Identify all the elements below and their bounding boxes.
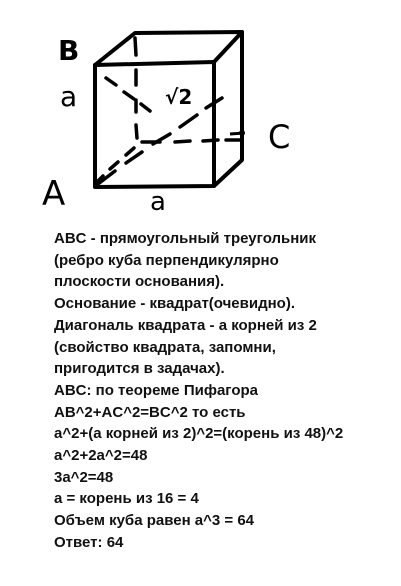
solution-line: a = корень из 16 = 4 xyxy=(54,490,199,508)
solution-line: AB^2+AC^2=BC^2 то есть xyxy=(54,403,246,421)
solution-line: (ребро куба перпендикулярно xyxy=(54,251,279,269)
space-diagonal-dashed xyxy=(106,78,150,111)
solution-line: пригодится в задачах). xyxy=(54,360,225,378)
cube-top-face xyxy=(95,32,242,65)
label-diagonal: √2 xyxy=(165,85,193,109)
cube-sketch xyxy=(0,0,401,225)
solution-text xyxy=(54,228,399,554)
solution-line: Ответ: 64 xyxy=(54,533,124,551)
solution-line: 3a^2=48 xyxy=(54,468,114,486)
label-vertex-c: C xyxy=(268,118,291,156)
solution-line: Объем куба равен a^3 = 64 xyxy=(54,512,255,530)
solution-line: ABC - прямоугольный треугольник xyxy=(54,230,317,247)
hidden-vertical-edge xyxy=(135,38,137,138)
tick-mark-c xyxy=(230,133,244,134)
label-vertex-a: A xyxy=(42,174,66,214)
solution-line: ABC: по теореме Пифагора xyxy=(54,381,259,399)
solution-line: плоскости основания). xyxy=(54,273,225,291)
label-edge-a-bottom: a xyxy=(150,187,166,217)
solution-line: (свойство квадрата, запомни, xyxy=(54,338,276,356)
solution-line: Диагональ квадрата - а корней из 2 xyxy=(54,316,317,334)
hidden-depth-edge xyxy=(97,148,134,182)
label-vertex-b: B xyxy=(58,34,80,67)
label-edge-a-left: a xyxy=(60,80,78,113)
solution-line: a^2+(а корней из 2)^2=(корень из 48)^2 xyxy=(54,425,344,443)
solution-line: Основание - квадрат(очевидно). xyxy=(54,295,295,313)
solution-line: a^2+2a^2=48 xyxy=(54,447,148,465)
